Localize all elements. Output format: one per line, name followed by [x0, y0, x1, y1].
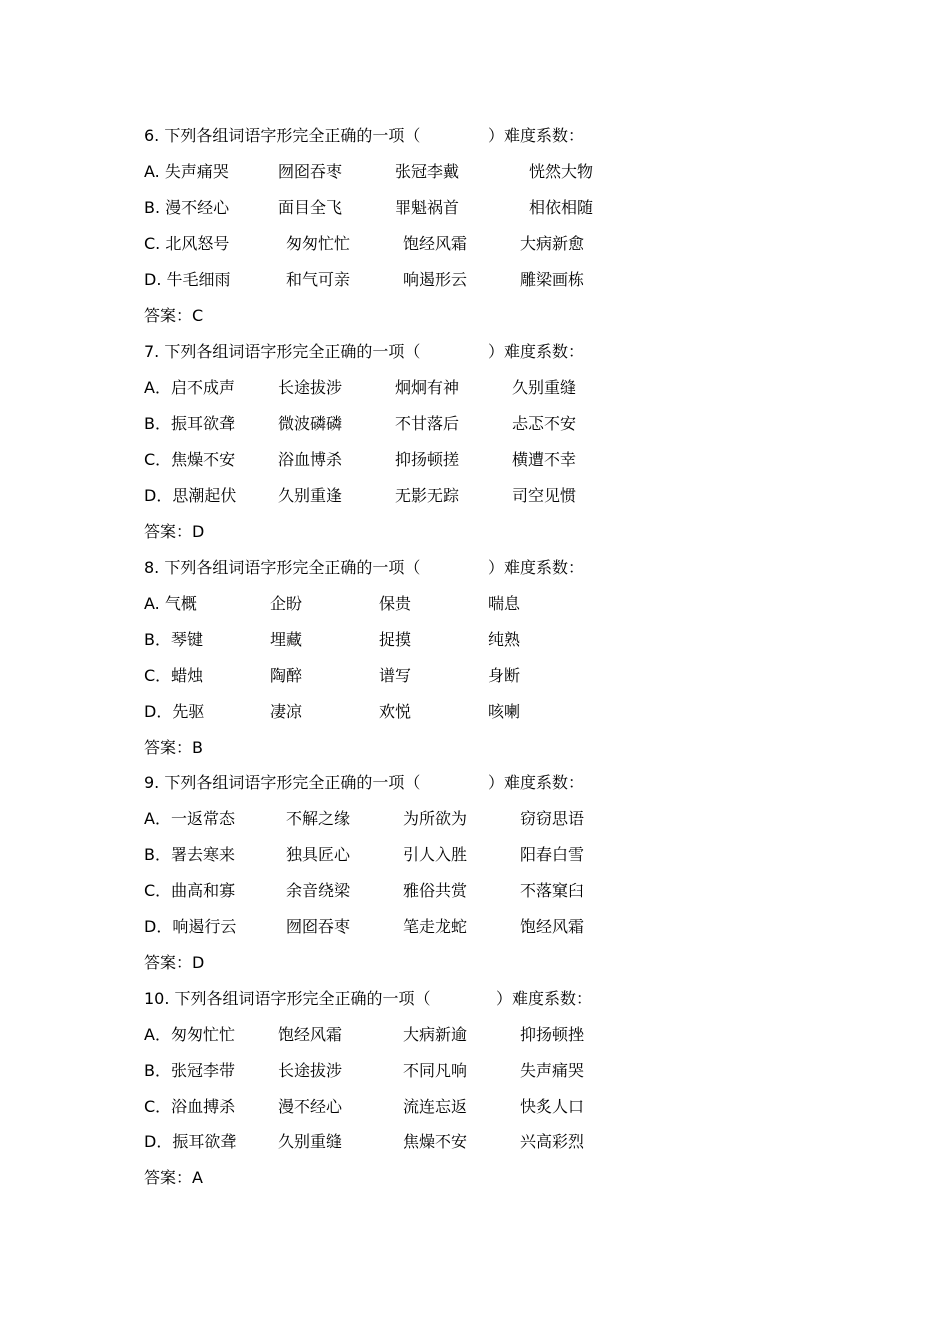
question-8-option-c	[144, 665, 864, 687]
difficulty-label: ）难度系数：	[488, 126, 585, 145]
option-label: C．焦燥不安	[144, 450, 236, 469]
option-label: B. 漫不经心	[144, 198, 230, 217]
question-8-answer: 答案：B	[144, 738, 203, 757]
option-label: C．曲高和寡	[144, 881, 236, 900]
option-word: 囫囵吞枣	[278, 162, 343, 181]
option-word: 失声痛哭	[520, 1061, 585, 1080]
option-word: 埋藏	[270, 630, 303, 649]
question-9-option-a	[144, 808, 864, 830]
option-word: 纯熟	[488, 630, 521, 649]
question-text: 6. 下列各组词语字形完全正确的一项（	[144, 126, 421, 145]
option-word: 雅俗共赏	[403, 881, 468, 900]
option-word: 长途拔涉	[278, 378, 343, 397]
question-10-option-d	[144, 1131, 864, 1153]
option-word: 大病新逾	[403, 1025, 468, 1044]
option-word: 不同凡响	[403, 1061, 468, 1080]
option-label: C．浴血搏杀	[144, 1097, 236, 1116]
question-7-option-a	[144, 377, 864, 399]
option-word: 饱经风霜	[403, 234, 468, 253]
option-word: 阳春白雪	[520, 845, 585, 864]
option-word: 忐忑不安	[512, 414, 577, 433]
option-word: 相依相随	[529, 198, 594, 217]
option-word: 笔走龙蛇	[403, 917, 468, 936]
option-label: A. 失声痛哭	[144, 162, 229, 181]
option-word: 为所欲为	[403, 809, 468, 828]
option-word: 罪魁祸首	[395, 198, 460, 217]
option-word: 张冠李戴	[395, 162, 460, 181]
option-word: 横遭不幸	[512, 450, 577, 469]
difficulty-label: ）难度系数：	[488, 773, 585, 792]
question-7-answer: 答案：D	[144, 522, 205, 541]
option-word: 雕梁画栋	[520, 270, 585, 289]
option-word: 炯炯有神	[395, 378, 460, 397]
question-8-option-a	[144, 593, 864, 615]
question-9-option-b	[144, 844, 864, 866]
option-word: 久别重逢	[278, 486, 343, 505]
question-6-stem	[144, 125, 864, 147]
option-word: 喘息	[488, 594, 521, 613]
option-word: 谱写	[379, 666, 412, 685]
question-8-stem	[144, 557, 864, 579]
question-6-option-a	[144, 161, 864, 183]
option-label: C. 北风怒号	[144, 234, 230, 253]
question-9-answer: 答案：D	[144, 953, 205, 972]
difficulty-label: ）难度系数：	[488, 558, 585, 577]
option-word: 引人入胜	[403, 845, 468, 864]
option-word: 囫囵吞枣	[286, 917, 351, 936]
option-label: B．琴键	[144, 630, 203, 649]
option-label: A．匆匆忙忙	[144, 1025, 235, 1044]
option-word: 快炙人口	[520, 1097, 585, 1116]
option-word: 不甘落后	[395, 414, 460, 433]
option-word: 欢悦	[379, 702, 412, 721]
question-8-option-d	[144, 701, 864, 723]
option-word: 咳喇	[488, 702, 521, 721]
option-label: A．一返常态	[144, 809, 235, 828]
option-word: 恍然大物	[529, 162, 594, 181]
question-text: 8. 下列各组词语字形完全正确的一项（	[144, 558, 421, 577]
question-text: 7. 下列各组词语字形完全正确的一项（	[144, 342, 421, 361]
option-word: 独具匠心	[286, 845, 351, 864]
option-word: 微波磷磷	[278, 414, 343, 433]
option-label: D．先驱	[144, 702, 205, 721]
option-word: 久别重缝	[278, 1132, 343, 1151]
question-9-option-c	[144, 880, 864, 902]
option-label: A. 气概	[144, 594, 197, 613]
option-word: 司空见惯	[512, 486, 577, 505]
option-word: 企盼	[270, 594, 303, 613]
option-word: 无影无踪	[395, 486, 460, 505]
option-word: 抑扬顿挫	[520, 1025, 585, 1044]
option-word: 兴高彩烈	[520, 1132, 585, 1151]
question-9-stem	[144, 772, 864, 794]
question-6-option-b	[144, 197, 864, 219]
option-word: 浴血博杀	[278, 450, 343, 469]
option-label: B．张冠李带	[144, 1061, 235, 1080]
option-word: 陶醉	[270, 666, 303, 685]
question-text: 10. 下列各组词语字形完全正确的一项（	[144, 989, 431, 1008]
option-label: D．思潮起伏	[144, 486, 237, 505]
option-word: 长途拔涉	[278, 1061, 343, 1080]
question-7-option-c	[144, 449, 864, 471]
option-word: 大病新愈	[520, 234, 585, 253]
difficulty-label: ）难度系数：	[496, 989, 593, 1008]
option-word: 面目全飞	[278, 198, 343, 217]
option-word: 凄凉	[270, 702, 303, 721]
option-word: 不解之缘	[286, 809, 351, 828]
question-10-stem	[144, 988, 864, 1010]
option-word: 饱经风霜	[520, 917, 585, 936]
option-word: 捉摸	[379, 630, 412, 649]
option-label: D．响遏行云	[144, 917, 237, 936]
option-label: C．蜡烛	[144, 666, 204, 685]
option-label: A．启不成声	[144, 378, 235, 397]
option-word: 抑扬顿搓	[395, 450, 460, 469]
question-7-option-b	[144, 413, 864, 435]
option-word: 身断	[488, 666, 521, 685]
option-word: 匆匆忙忙	[286, 234, 351, 253]
question-10-answer: 答案：A	[144, 1168, 203, 1187]
question-10-option-c	[144, 1096, 864, 1118]
question-10-option-b	[144, 1060, 864, 1082]
option-word: 余音绕梁	[286, 881, 351, 900]
option-label: D. 牛毛细雨	[144, 270, 231, 289]
option-word: 保贵	[379, 594, 412, 613]
question-text: 9. 下列各组词语字形完全正确的一项（	[144, 773, 421, 792]
option-word: 不落窠臼	[520, 881, 585, 900]
question-10-option-a	[144, 1024, 864, 1046]
option-word: 响遏形云	[403, 270, 468, 289]
question-8-option-b	[144, 629, 864, 651]
option-word: 和气可亲	[286, 270, 351, 289]
question-6-answer: 答案：C	[144, 306, 204, 325]
question-6-option-c	[144, 233, 864, 255]
option-label: B．署去寒来	[144, 845, 235, 864]
option-word: 焦燥不安	[403, 1132, 468, 1151]
option-word: 漫不经心	[278, 1097, 343, 1116]
question-7-stem	[144, 341, 864, 363]
option-word: 流连忘返	[403, 1097, 468, 1116]
difficulty-label: ）难度系数：	[488, 342, 585, 361]
option-label: D．振耳欲聋	[144, 1132, 237, 1151]
question-9-option-d	[144, 916, 864, 938]
option-word: 窃窃思语	[520, 809, 585, 828]
option-label: B．振耳欲聋	[144, 414, 235, 433]
option-word: 饱经风霜	[278, 1025, 343, 1044]
option-word: 久别重缝	[512, 378, 577, 397]
question-6-option-d	[144, 269, 864, 291]
question-7-option-d	[144, 485, 864, 507]
